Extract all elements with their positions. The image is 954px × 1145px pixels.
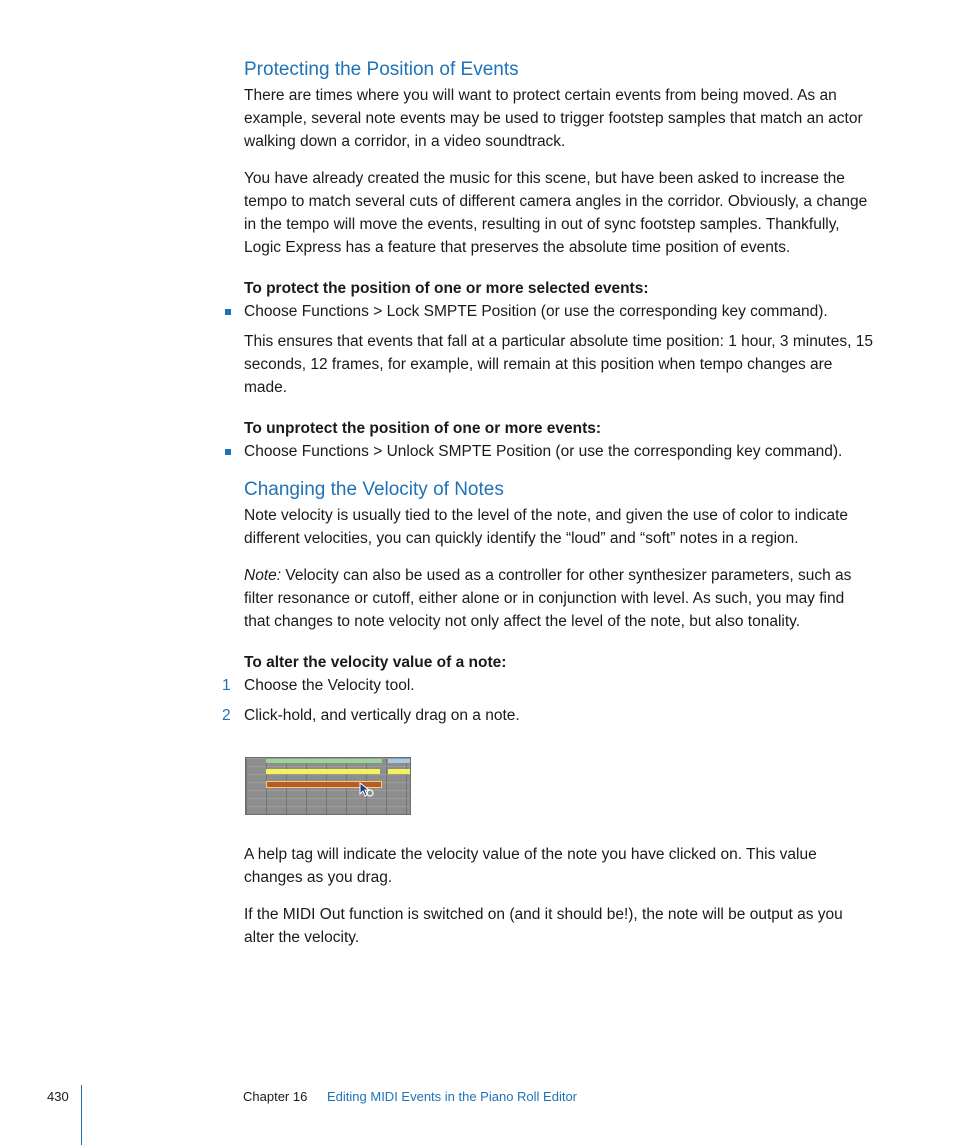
- bullet-square-icon: [225, 309, 231, 315]
- bullet-item: [244, 300, 874, 323]
- step-number: 2: [222, 707, 231, 724]
- step-text: Choose the Velocity tool.: [244, 677, 415, 694]
- paragraph: If the MIDI Out function is switched on (and it should be!), the note will be output as you alter the velocity.: [244, 906, 843, 946]
- footer-rule: [81, 1085, 82, 1145]
- procedure-title: To alter the velocity value of a note:: [244, 654, 507, 671]
- paragraph: There are times where you will want to protect certain events from being moved. As an example, several note events may be used to trigger footstep samples that match an actor walking down a corridor, in a video soundtrack.: [244, 87, 863, 150]
- note-label: Note:: [244, 567, 282, 584]
- bullet-text: Choose Functions > Lock SMPTE Position (or use the corresponding key command).: [244, 303, 828, 320]
- paragraph: A help tag will indicate the velocity value of the note you have clicked on. This value changes as you drag.: [244, 846, 817, 886]
- velocity-cursor-icon: [359, 782, 375, 798]
- paragraph: This ensures that events that fall at a particular absolute time position: 1 hour, 3 minutes, 15 seconds, 12 frames, for example, will remain at this position when tempo changes are made.: [244, 333, 873, 396]
- page-number: 430: [47, 1089, 69, 1104]
- note-text: Velocity can also be used as a controller for other synthesizer parameters, such as filter resonance or cutoff, either alone or in conjunction with level. As such, you may find that changes to note velocity not only affect the level of the note, but also tonality.: [244, 567, 852, 630]
- section-heading-protecting: Protecting the Position of Events: [244, 59, 519, 80]
- bullet-square-icon: [225, 449, 231, 455]
- procedure-title: To unprotect the position of one or more events:: [244, 420, 602, 437]
- chapter-label: Chapter 16: [243, 1089, 308, 1104]
- chapter-title: Editing MIDI Events in the Piano Roll Editor: [327, 1089, 578, 1104]
- bullet-text: Choose Functions > Unlock SMPTE Position (or use the corresponding key command).: [244, 443, 843, 460]
- step-text: Click-hold, and vertically drag on a note.: [244, 707, 520, 724]
- velocity-tool-screenshot: [245, 757, 411, 815]
- page-content: [222, 58, 874, 963]
- section-heading-velocity: Changing the Velocity of Notes: [244, 479, 504, 500]
- step-item: [222, 704, 874, 727]
- note-paragraph: [244, 564, 874, 633]
- step-number: 1: [222, 677, 231, 694]
- paragraph: You have already created the music for this scene, but have been asked to increase the tempo to match several cuts of different camera angles in the corridor. Obviously, a change in the tempo will move the events, resulting in out of sync footstep samples. Thankfully, Logic Express has a feature that preserves the absolute time position of events.: [244, 170, 868, 256]
- bullet-item: [244, 440, 874, 463]
- procedure-title: To protect the position of one or more selected events:: [244, 280, 649, 297]
- step-item: [222, 674, 874, 697]
- paragraph: Note velocity is usually tied to the level of the note, and given the use of color to indicate different velocities, you can quickly identify the “loud” and “soft” notes in a region.: [244, 507, 849, 547]
